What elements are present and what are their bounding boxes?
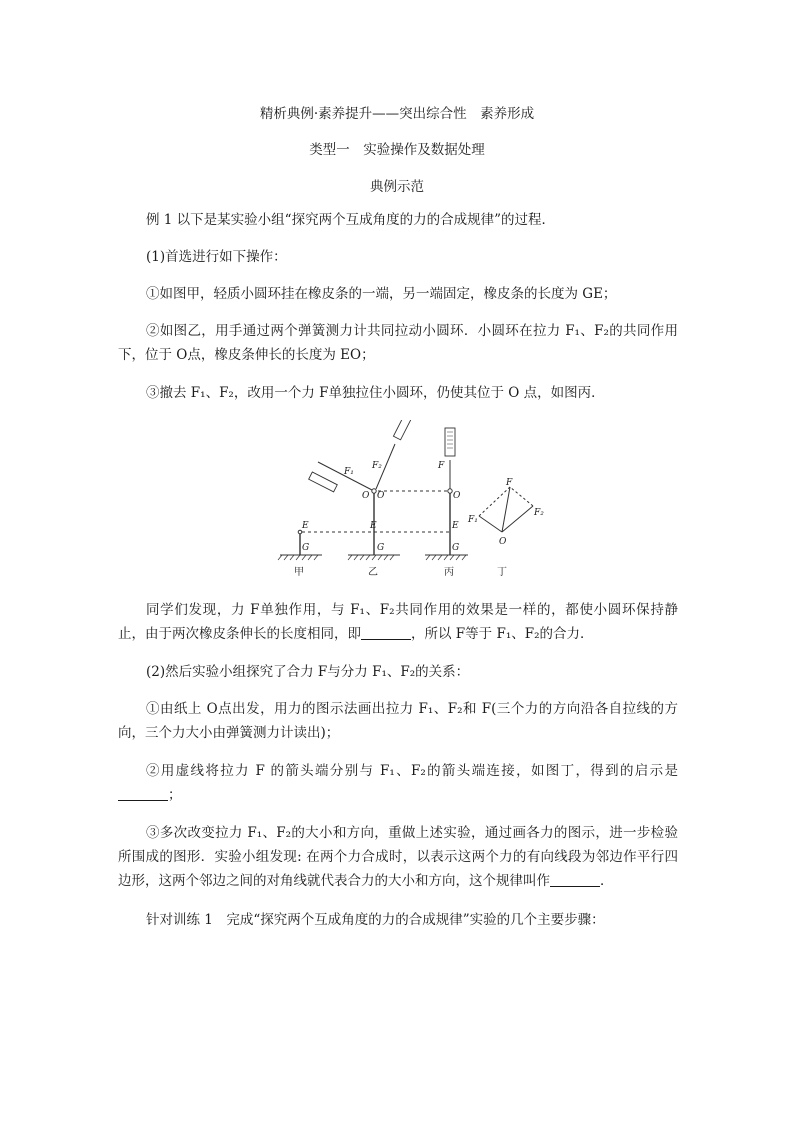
label-O-yi-left: O <box>362 491 370 501</box>
caption-ding: 丁 <box>497 567 507 578</box>
step1-item-a: ①如图甲，轻质小圆环挂在橡皮条的一端，另一端固定，橡皮条的长度为 GE； <box>146 286 617 302</box>
label-O-ding: O <box>499 537 507 547</box>
section-heading: 精析典例·素养提升——突出综合性 素养形成 <box>259 106 535 122</box>
step2-title: (2)然后实验小组探究了合力 F与分力 F₁、F₂的关系： <box>146 664 470 680</box>
subheading: 典例示范 <box>370 179 424 195</box>
discover-text-b: ，所以 F等于 F₁、F₂的合力． <box>411 626 594 642</box>
label-F2-ding: F₂ <box>534 508 544 518</box>
discover-paragraph <box>118 598 678 646</box>
discover-text-a: 同学们发现，力 F单独作用，与 F₁、F₂共同作用的效果是一样的，都使小圆环保持静止，由于两次橡皮条伸长的长度相同，即 <box>118 602 678 642</box>
label-F-bing: F <box>438 461 445 471</box>
example-line: 例 1 以下是某实验小组“探究两个互成角度的力的合成规律”的过程． <box>146 212 555 228</box>
step2-item-a: ①由纸上 O点出发，用力的图示法画出拉力 F₁、F₂和 F(三个力的方向沿各自拉线的方向，三个力大小由弹簧测力计读出)； <box>118 701 678 741</box>
step2-item-c-text: ③多次改变拉力 F₁、F₂的大小和方向，重做上述实验，通过画各力的图示，进一步检验所围成的图形．实验小组发现: 在两个力合成时，以表示这两个力的有向线段为邻边作平行四边形，这两个邻边之间的对角线就代表合力的大小和方向，这个规律叫作 <box>118 825 678 889</box>
caption-bing: 丙 <box>444 567 454 578</box>
training-line: 针对训练 1 完成“探究两个互成角度的力的合成规律”实验的几个主要步骤： <box>146 912 605 928</box>
label-F1-ding: F₁ <box>468 515 478 525</box>
step2-item-b-text: ②用虚线将拉力 F 的箭头端分别与 F₁、F₂的箭头端连接，如图丁，得到的启示是 <box>146 763 678 779</box>
label-F2-yi: F₂ <box>372 461 382 471</box>
label-F1-yi: F₁ <box>344 467 354 477</box>
label-G-yi: G <box>377 543 385 553</box>
label-E-jia: E <box>302 521 309 531</box>
label-O-yi: O <box>377 491 385 501</box>
label-O-bing: O <box>453 491 461 501</box>
label-G-jia: G <box>302 543 310 553</box>
step2-item-c <box>118 821 678 893</box>
experiment-figure <box>270 420 560 585</box>
label-F-ding: F <box>506 478 513 488</box>
caption-yi: 乙 <box>368 567 378 578</box>
step1-title: (1)首选进行如下操作： <box>146 249 287 265</box>
type-heading: 类型一 实验操作及数据处理 <box>309 142 485 158</box>
caption-jia: 甲 <box>294 567 304 578</box>
answer-blank-1[interactable] <box>361 625 411 640</box>
answer-blank-2[interactable] <box>118 786 168 801</box>
step2-item-b <box>118 759 678 807</box>
step1-item-b: ②如图乙，用手通过两个弹簧测力计共同拉动小圆环．小圆环在拉力 F₁、F₂的共同作用下，位于 O点，橡皮条伸长的长度为 EO； <box>118 323 678 363</box>
label-E-yi: E <box>370 521 377 531</box>
step1-item-c: ③撤去 F₁、F₂，改用一个力 F单独拉住小圆环，仍使其位于 O 点，如图丙． <box>146 385 605 401</box>
answer-blank-3[interactable] <box>550 872 600 887</box>
step2-item-b-end: ； <box>168 787 182 803</box>
label-G-bing: G <box>452 543 460 553</box>
step2-item-c-end: ． <box>600 873 614 889</box>
label-E-bing: E <box>452 521 459 531</box>
